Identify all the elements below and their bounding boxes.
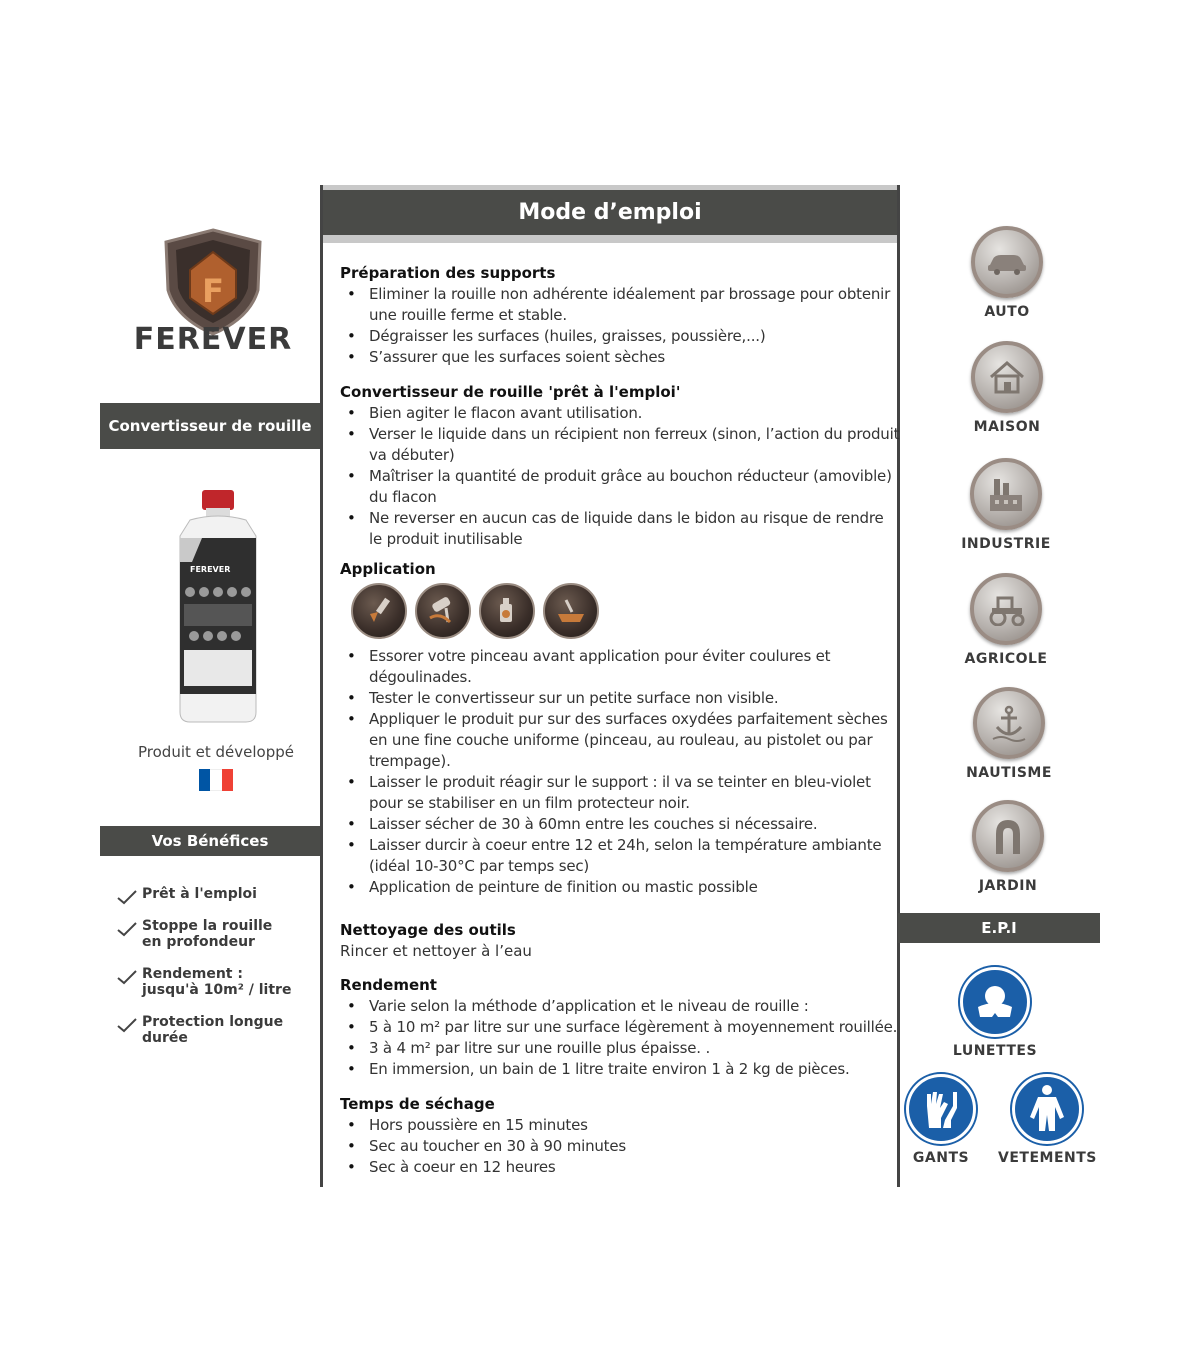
instructions-panel bbox=[320, 185, 900, 1187]
domain-auto bbox=[947, 226, 1067, 320]
benefit-line: en profondeur bbox=[142, 934, 255, 950]
ppe-gants bbox=[900, 1074, 982, 1166]
svg-text:FEREVER: FEREVER bbox=[190, 565, 231, 574]
dip-tray-icon bbox=[543, 583, 599, 639]
coverall-icon bbox=[1012, 1074, 1082, 1144]
panel-header bbox=[323, 185, 897, 243]
list-item: • Maîtriser la quantité de produit grâce au bouchon réducteur (amovible) du flacon bbox=[340, 466, 900, 508]
list-item: • Laisser durcir à coeur entre 12 et 24h, selon la température ambiante (idéal 10-30°C par temps sec) bbox=[340, 835, 900, 877]
house-icon bbox=[971, 341, 1043, 413]
list-item: • Dégraisser les surfaces (huiles, graisses, poussière,...) bbox=[340, 326, 900, 347]
domain-maison bbox=[947, 341, 1067, 435]
list-item: • S’assurer que les surfaces soient sèches bbox=[340, 347, 900, 368]
check-icon bbox=[116, 889, 138, 905]
list-item: • Eliminer la rouille non adhérente idéalement par brossage pour obtenir une rouille ferme et stable. bbox=[340, 284, 900, 326]
domain-label: INDUSTRIE bbox=[961, 536, 1051, 552]
ppe-lunettes bbox=[950, 967, 1040, 1059]
list-item: • Tester le convertisseur sur un petite surface non visible. bbox=[340, 688, 900, 709]
benefit-item bbox=[116, 966, 316, 998]
benefit-line: jusqu'à 10m² / litre bbox=[142, 982, 292, 998]
benefit-item bbox=[116, 886, 316, 905]
section-title: Préparation des supports bbox=[340, 264, 556, 282]
section-title: Temps de séchage bbox=[340, 1095, 495, 1113]
list-item: • Bien agiter le flacon avant utilisation. bbox=[340, 403, 900, 424]
ppe-label: LUNETTES bbox=[952, 1043, 1038, 1059]
domain-jardin bbox=[948, 800, 1068, 894]
benefit-line: Stoppe la rouille bbox=[142, 918, 273, 934]
benefit-line: Prêt à l'emploi bbox=[142, 886, 257, 902]
list-item: • Laisser le produit réagir sur le support : il va se teinter en bleu-violet pour se stabiliser en un film protecteur noir. bbox=[340, 772, 900, 814]
ppe-label: GANTS bbox=[912, 1150, 970, 1166]
brand-name: FEREVER bbox=[133, 322, 293, 357]
epi-band: E.P.I bbox=[898, 913, 1100, 943]
list-item: • 3 à 4 m² par litre sur une rouille plus épaisse. . bbox=[340, 1038, 900, 1059]
section-application bbox=[340, 646, 900, 898]
check-icon bbox=[116, 1017, 138, 1033]
domain-label: JARDIN bbox=[978, 878, 1038, 894]
product-bottle-image bbox=[172, 486, 264, 724]
goggles-icon bbox=[960, 967, 1030, 1037]
list-item: • Application de peinture de finition ou mastic possible bbox=[340, 877, 900, 898]
list-item: • Appliquer le produit pur sur des surfaces oxydées parfaitement sèches en une fine couche uniforme (pinceau, au rouleau, au pistolet ou par trempage). bbox=[340, 709, 900, 772]
spray-gun-icon bbox=[479, 583, 535, 639]
section-application-title bbox=[340, 559, 900, 580]
benefit-item bbox=[116, 1014, 316, 1046]
section-preparation bbox=[340, 263, 900, 368]
section-drying bbox=[340, 1094, 900, 1178]
section-title: Application bbox=[340, 560, 436, 578]
french-flag-icon bbox=[199, 769, 233, 791]
domain-label: MAISON bbox=[973, 419, 1041, 435]
tractor-icon bbox=[970, 573, 1042, 645]
product-band: Convertisseur de rouille bbox=[100, 403, 320, 449]
logo-letter: F bbox=[202, 272, 224, 310]
section-yield bbox=[340, 975, 900, 1080]
benefit-line: Rendement : bbox=[142, 966, 243, 982]
anchor-icon bbox=[973, 687, 1045, 759]
flag-stripe-white bbox=[210, 769, 221, 791]
list-item: • Essorer votre pinceau avant application pour éviter coulures et dégoulinades. bbox=[340, 646, 900, 688]
check-icon bbox=[116, 921, 138, 937]
check-icon bbox=[116, 969, 138, 985]
list-item: • Verser le liquide dans un récipient non ferreux (sinon, l’action du produit va débuter) bbox=[340, 424, 900, 466]
flag-stripe-red bbox=[222, 769, 233, 791]
section-title: Rendement bbox=[340, 976, 437, 994]
domain-label: NAUTISME bbox=[966, 765, 1052, 781]
section-text: Rincer et nettoyer à l’eau bbox=[340, 942, 532, 960]
domain-label: AUTO bbox=[984, 304, 1030, 320]
flag-stripe-blue bbox=[199, 769, 210, 791]
domain-label: AGRICOLE bbox=[964, 651, 1048, 667]
benefit-line: Protection longue bbox=[142, 1014, 284, 1030]
list-item: • En immersion, un bain de 1 litre traite environ 1 à 2 kg de pièces. bbox=[340, 1059, 900, 1080]
list-item: • Varie selon la méthode d’application et le niveau de rouille : bbox=[340, 996, 900, 1017]
list-item: • Ne reverser en aucun cas de liquide dans le bidon au risque de rendre le produit inutilisable bbox=[340, 508, 900, 550]
list-item: • Sec au toucher en 30 à 90 minutes bbox=[340, 1136, 900, 1157]
gloves-icon bbox=[906, 1074, 976, 1144]
section-title: Nettoyage des outils bbox=[340, 921, 516, 939]
brush-icon bbox=[351, 583, 407, 639]
list-item: • Hors poussière en 15 minutes bbox=[340, 1115, 900, 1136]
section-converter bbox=[340, 382, 900, 550]
benefit-line: durée bbox=[142, 1030, 188, 1046]
ppe-vetements bbox=[998, 1074, 1096, 1166]
list-item: • Sec à coeur en 12 heures bbox=[340, 1157, 900, 1178]
benefits-band: Vos Bénéfices bbox=[100, 826, 320, 856]
section-cleaning bbox=[340, 920, 900, 962]
domain-industrie bbox=[946, 458, 1066, 552]
domain-agricole bbox=[946, 573, 1066, 667]
made-in-text: Produit et développé bbox=[138, 743, 294, 761]
list-item: • Laisser sécher de 30 à 60mn entre les couches si nécessaire. bbox=[340, 814, 900, 835]
ppe-label: VETEMENTS bbox=[998, 1150, 1097, 1166]
application-icons bbox=[351, 583, 599, 639]
panel-title: Mode d’emploi bbox=[518, 200, 702, 225]
benefit-item bbox=[116, 918, 316, 950]
roller-icon bbox=[415, 583, 471, 639]
factory-icon bbox=[970, 458, 1042, 530]
domain-nautisme bbox=[949, 687, 1069, 781]
section-title: Convertisseur de rouille 'prêt à l'emploi' bbox=[340, 383, 681, 401]
car-icon bbox=[971, 226, 1043, 298]
arch-icon bbox=[972, 800, 1044, 872]
list-item: • 5 à 10 m² par litre sur une surface légèrement à moyennement rouillée. bbox=[340, 1017, 900, 1038]
